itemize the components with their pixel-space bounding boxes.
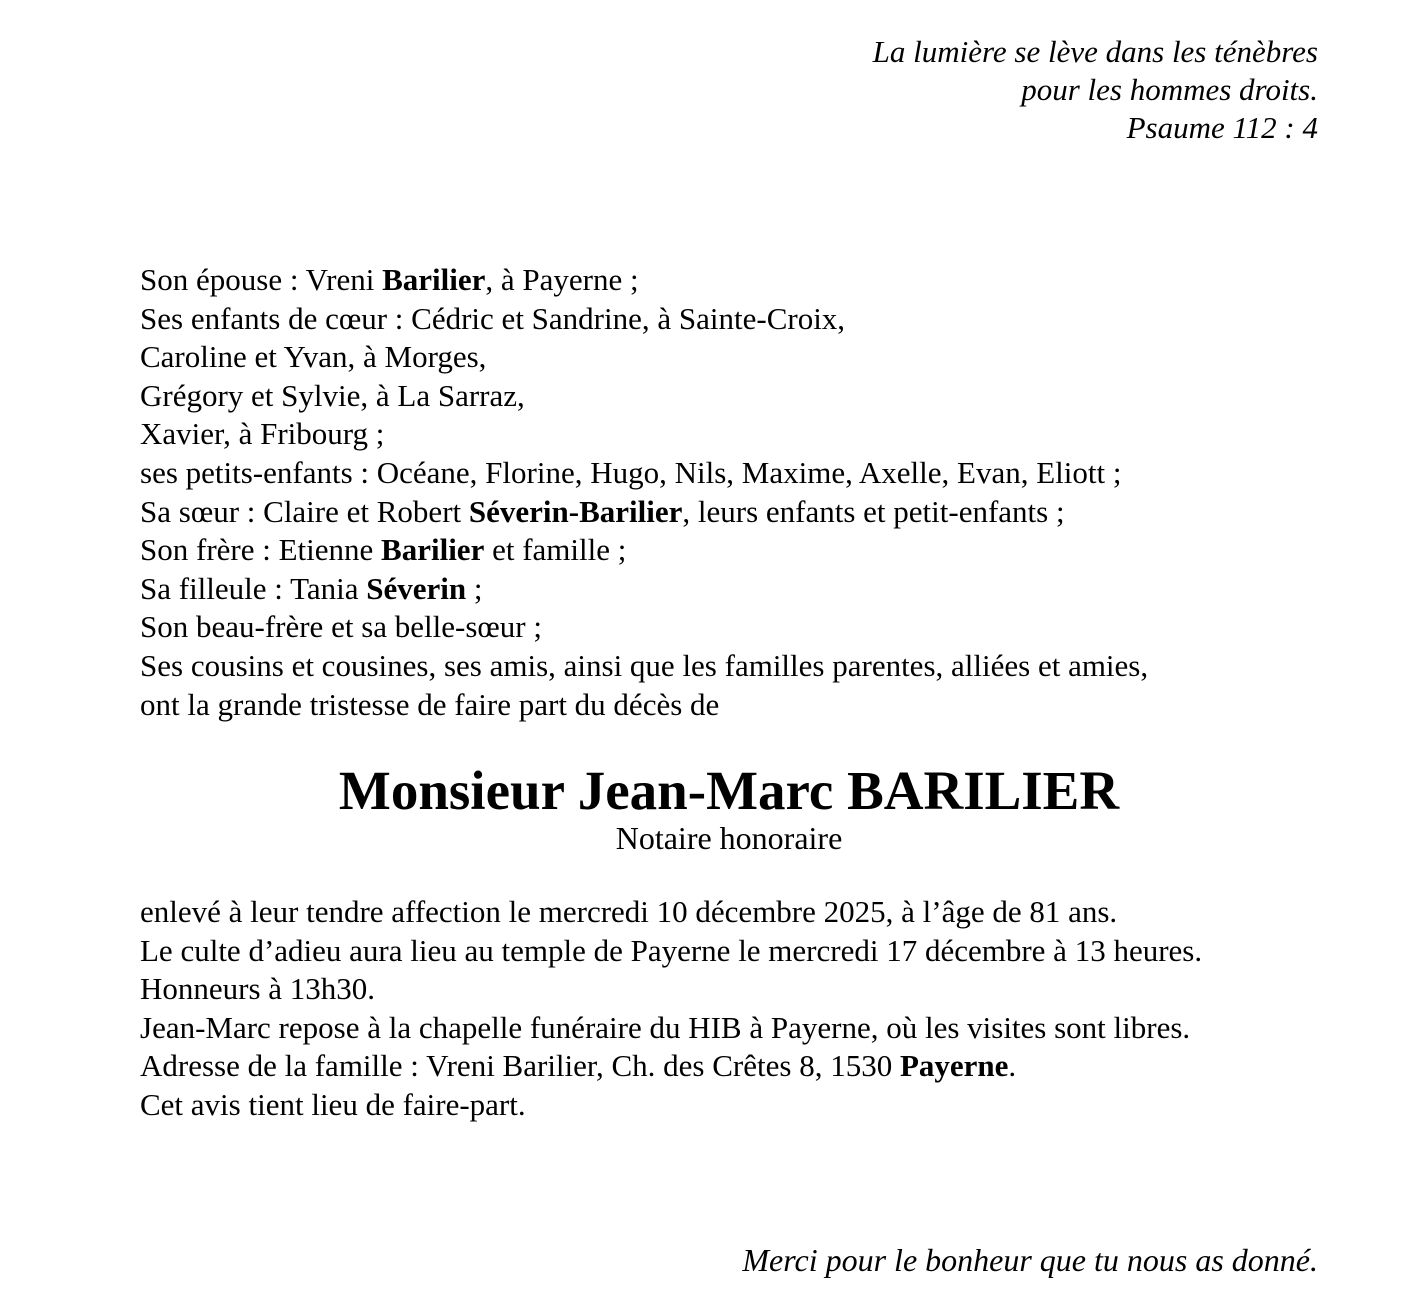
text-segment: Honneurs à 13h30. (140, 971, 376, 1007)
epigraph-reference: Psaume 112 : 4 (1126, 110, 1318, 145)
text-segment: Jean-Marc repose à la chapelle funéraire du HIB à Payerne, où les visites sont libres. (140, 1009, 1191, 1045)
text-segment: Ses enfants de cœur : Cédric et Sandrine, à Sainte-Croix, (140, 300, 846, 336)
epigraph-line: La lumière se lève dans les ténèbres (872, 34, 1318, 69)
family-line-children (140, 338, 1318, 377)
text-segment: Son frère : Etienne (140, 532, 382, 568)
deceased-header (140, 762, 1318, 856)
text-segment: Caroline et Yvan, à Morges, (140, 339, 487, 375)
text-segment: , à Payerne ; (485, 262, 639, 297)
text-segment: Son épouse : Vreni (140, 262, 383, 297)
family-line-children (140, 415, 1318, 454)
text-segment: ; (466, 570, 483, 606)
text-segment: , leurs enfants et petit-enfants ; (682, 493, 1065, 529)
text-segment: Sa sœur : Claire et Robert (140, 493, 469, 529)
text-segment: et famille ; (484, 532, 627, 568)
text-segment: Adresse de la famille : Vreni Barilier, Ch. des Crêtes 8, 1530 (140, 1048, 900, 1084)
family-line-sister (140, 493, 1318, 532)
honors-line (140, 970, 1318, 1009)
text-segment: Le culte d’adieu aura lieu au temple de Payerne le mercredi 17 décembre à 13 heures. (140, 932, 1203, 968)
bold-name: Séverin-Barilier (468, 493, 683, 529)
family-line-brother (140, 531, 1318, 570)
deceased-name: Monsieur Jean-Marc BARILIER (338, 760, 1120, 821)
family-list (140, 261, 1318, 724)
notice-line (140, 1086, 1318, 1125)
family-line-children (140, 300, 1318, 339)
text-segment: Xavier, à Fribourg ; (140, 416, 385, 452)
family-line-inlaws (140, 608, 1318, 647)
family-address-line (140, 1047, 1318, 1086)
announcement-lead-in (140, 686, 1318, 725)
family-line-spouse (140, 261, 1318, 300)
closing-tribute: Merci pour le bonheur que tu nous as donné. (742, 1242, 1318, 1278)
bold-name: Payerne (899, 1048, 1009, 1084)
family-line-goddaughter (140, 570, 1318, 609)
bold-name: Barilier (381, 532, 485, 568)
text-segment: Son beau-frère et sa belle-sœur ; (140, 609, 542, 645)
service-line (140, 932, 1318, 971)
chapel-line (140, 1009, 1318, 1048)
text-segment: ont la grande tristesse de faire part du décès de (140, 686, 720, 722)
deceased-profession: Notaire honoraire (615, 820, 843, 856)
family-line-children (140, 377, 1318, 416)
text-segment: Sa filleule : Tania (140, 570, 367, 606)
text-segment: enlevé à leur tendre affection le mercredi 10 décembre 2025, à l’âge de 81 ans. (140, 894, 1118, 929)
text-segment: Grégory et Sylvie, à La Sarraz, (140, 377, 525, 413)
family-line-cousins (140, 647, 1318, 686)
family-line-grandchildren (140, 454, 1318, 493)
text-segment: Cet avis tient lieu de faire-part. (140, 1086, 526, 1122)
death-date-line (140, 893, 1318, 932)
bold-name: Barilier (382, 262, 486, 297)
text-segment: ses petits-enfants : Océane, Florine, Hugo, Nils, Maxime, Axelle, Evan, Eliott ; (140, 454, 1122, 490)
epigraph-line: pour les hommes droits. (1021, 72, 1318, 107)
text-segment: . (1008, 1048, 1017, 1084)
text-segment: Ses cousins et cousines, ses amis, ainsi que les familles parentes, alliées et amies, (140, 647, 1149, 683)
funeral-details (140, 893, 1318, 1125)
bold-name: Séverin (366, 570, 467, 606)
scripture-epigraph (873, 33, 1318, 147)
